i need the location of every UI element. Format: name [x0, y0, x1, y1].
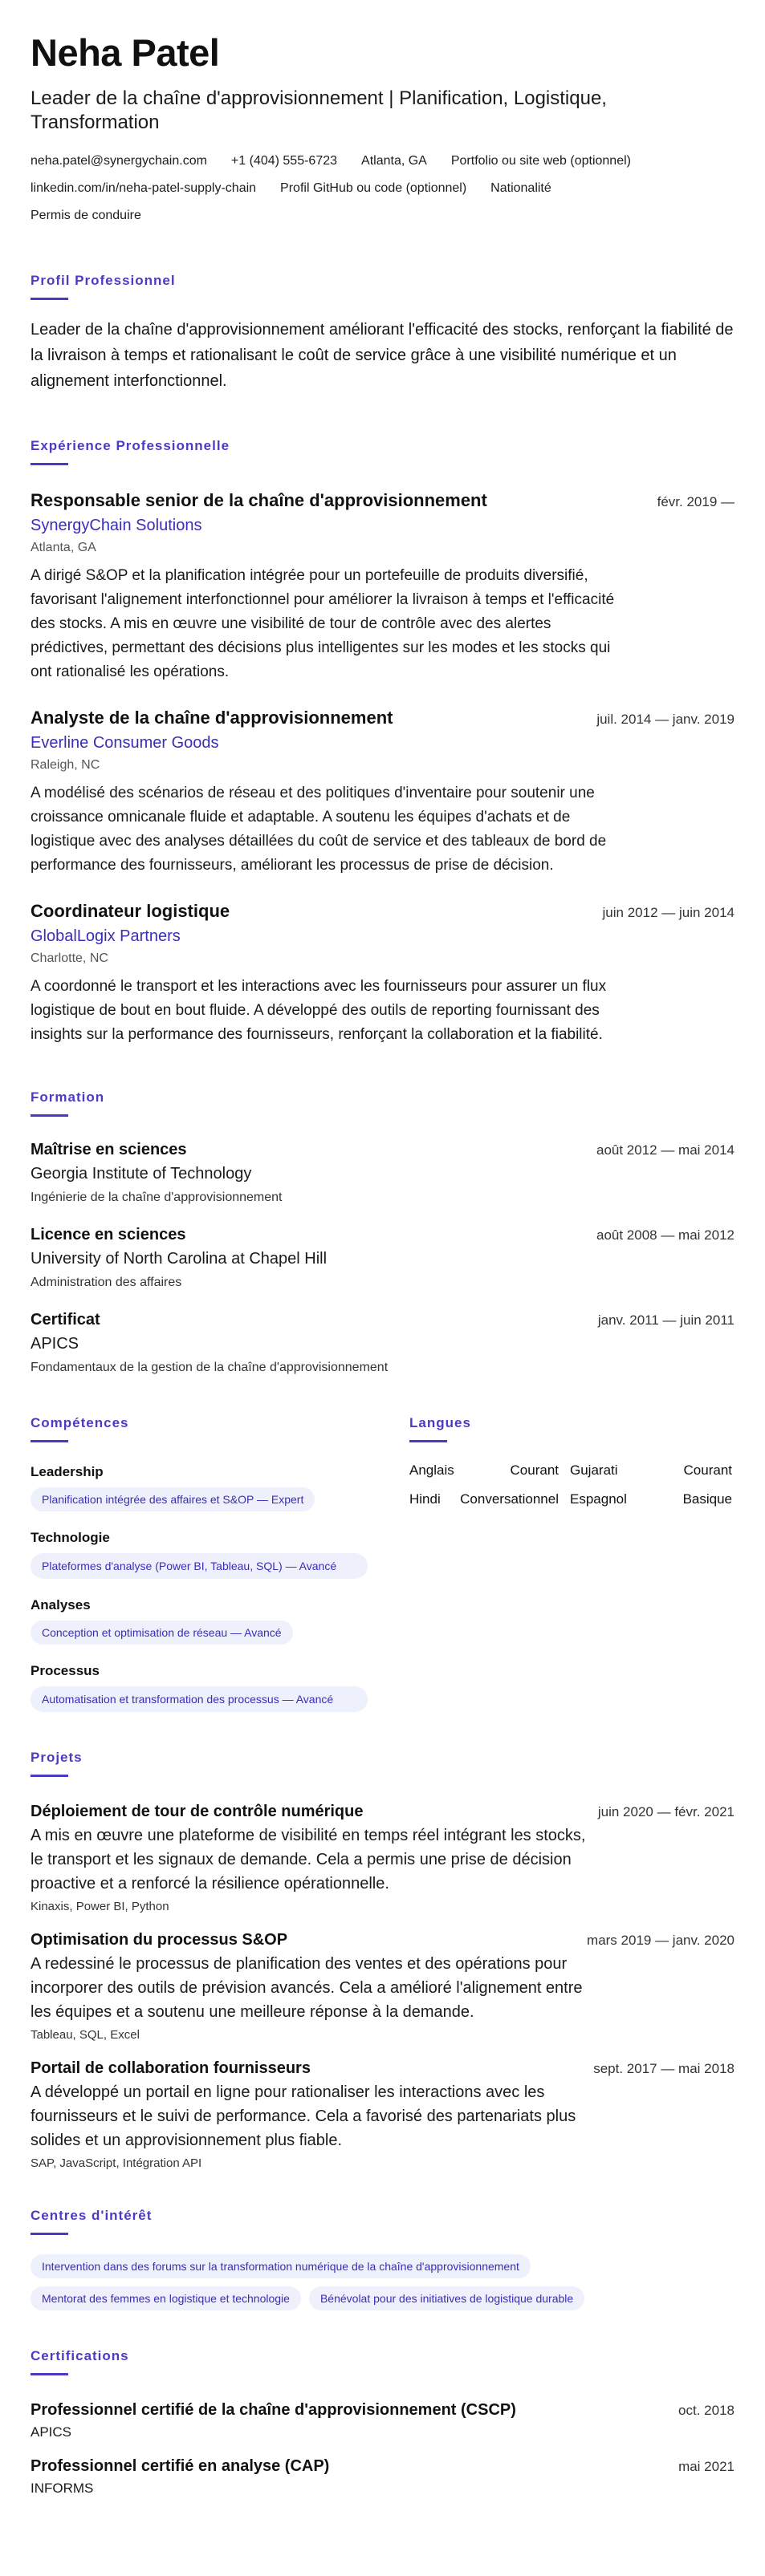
language-name: Hindi: [409, 1491, 441, 1507]
experience-entry: [31, 489, 734, 684]
project-tools: Kinaxis, Power BI, Python: [31, 1900, 169, 1913]
contact-row-2: [31, 180, 734, 197]
school-name: Georgia Institute of Technology: [31, 1165, 252, 1183]
project-tools: SAP, JavaScript, Intégration API: [31, 2156, 202, 2170]
job-dates: févr. 2019 —: [657, 494, 734, 509]
skill-group: [31, 1596, 373, 1645]
projects-section: [31, 1749, 734, 2172]
section-divider: [31, 2233, 68, 2235]
interest-chips-row: [31, 2254, 734, 2278]
nationality-text: Nationalité: [490, 181, 551, 195]
skill-chip: Automatisation et transformation des processus — Avancé: [31, 1686, 368, 1712]
interest-chip: Bénévolat pour des initiatives de logistique durable: [309, 2286, 584, 2310]
certification-entry: [31, 2400, 734, 2441]
skills-languages-section: [31, 1414, 734, 1712]
job-title: Analyste de la chaîne d'approvisionnement: [31, 708, 393, 728]
interests-section: [31, 2207, 734, 2310]
project-description: A développé un portail en ligne pour rationaliser les interactions avec les fournisseurs et le suivi de performance. Cela a favorisé des partenariats plus solides et un approvisionnement plus fiable.: [31, 2083, 576, 2149]
job-location: Atlanta, GA: [31, 541, 96, 554]
job-dates: juin 2012 — juin 2014: [602, 905, 734, 920]
project-name: Déploiement de tour de contrôle numérique: [31, 1803, 364, 1820]
skill-group-title: Technologie: [31, 1530, 110, 1545]
language-item: [409, 1462, 570, 1479]
degree-title: Maîtrise en sciences: [31, 1141, 187, 1158]
section-divider: [31, 1440, 68, 1442]
certification-issuer: APICS: [31, 2424, 72, 2440]
education-section-title: Formation: [31, 1089, 105, 1105]
company-name: SynergyChain Solutions: [31, 517, 202, 534]
company-name: Everline Consumer Goods: [31, 734, 219, 752]
interest-chip: Mentorat des femmes en logistique et technologie: [31, 2286, 301, 2310]
skill-group-title: Analyses: [31, 1597, 91, 1613]
candidate-headline: Leader de la chaîne d'approvisionnement | Planification, Logistique, Transformation: [31, 87, 607, 133]
certifications-section-title: Certifications: [31, 2348, 129, 2363]
skill-group: [31, 1662, 373, 1712]
job-dates: juil. 2014 — janv. 2019: [596, 712, 734, 727]
project-tools: Tableau, SQL, Excel: [31, 2028, 140, 2042]
skill-chip: Plateformes d'analyse (Power BI, Tableau, SQL) — Avancé: [31, 1553, 368, 1579]
skill-group: [31, 1463, 373, 1511]
certifications-section: [31, 2347, 734, 2497]
study-field: Administration des affaires: [31, 1276, 182, 1289]
project-name: Optimisation du processus S&OP: [31, 1931, 288, 1949]
project-name: Portail de collaboration fournisseurs: [31, 2059, 311, 2077]
skill-group: [31, 1529, 373, 1579]
profile-summary: Leader de la chaîne d'approvisionnement améliorant l'efficacité des stocks, renforçant la fiabilité de la livraison à temps et rationalisant le coût de service grâce à une visibilité numérique et un alignement interfonctionnel.: [31, 321, 734, 390]
skill-chip: Conception et optimisation de réseau — Avancé: [31, 1621, 293, 1645]
project-entry: [31, 1801, 734, 1915]
school-name: University of North Carolina at Chapel Hill: [31, 1250, 328, 1268]
school-name: APICS: [31, 1335, 79, 1353]
phone-link[interactable]: +1 (404) 555-6723: [230, 154, 338, 168]
degree-title: Licence en sciences: [31, 1226, 186, 1243]
certification-date: oct. 2018: [678, 2403, 734, 2418]
language-level: Conversationnel: [460, 1491, 559, 1507]
job-description: A coordonné le transport et les interactions avec les fournisseurs pour assurer un flux logistique de bout en bout fluide. A développé des outils de reporting fournissant des insights sur la performance des fournisseurs, renforçant la collaboration et la fiabilité.: [31, 978, 607, 1043]
section-divider: [31, 298, 68, 300]
section-divider: [31, 1775, 68, 1777]
certification-entry: [31, 2456, 734, 2497]
company-name: GlobalLogix Partners: [31, 927, 181, 945]
languages-section-title: Langues: [409, 1415, 471, 1430]
education-entry: [31, 1139, 734, 1207]
study-field: Fondamentaux de la gestion de la chaîne d'approvisionnement: [31, 1361, 389, 1374]
project-entry: [31, 1929, 734, 2043]
projects-section-title: Projets: [31, 1750, 83, 1765]
job-description: A dirigé S&OP et la planification intégrée pour un portefeuille de produits diversifié, favorisant l'alignement interfonctionnel pour améliorer la livraison à temps et l'efficacité des stocks. A mis en œuvre une visibilité de tour de contrôle avec des alertes prédictives, permettant des décisions plus intelligentes sur les modes et les stocks qui ont rationalisé les opérations.: [31, 567, 615, 680]
email-link[interactable]: neha.patel@synergychain.com: [31, 154, 207, 168]
language-name: Espagnol: [570, 1491, 627, 1507]
skills-column: [31, 1414, 373, 1712]
experience-section: [31, 437, 734, 1047]
study-field: Ingénierie de la chaîne d'approvisionnement: [31, 1191, 283, 1204]
skill-chip: Planification intégrée des affaires et S&OP — Expert: [31, 1487, 315, 1511]
interest-chips-row: [31, 2286, 734, 2310]
skill-group-title: Leadership: [31, 1464, 104, 1479]
education-entry: [31, 1224, 734, 1292]
experience-section-title: Expérience Professionnelle: [31, 438, 230, 453]
experience-entry: [31, 900, 734, 1047]
certification-date: mai 2021: [678, 2459, 734, 2474]
job-location: Charlotte, NC: [31, 951, 108, 965]
project-description: A mis en œuvre une plateforme de visibilité en temps réel intégrant les stocks, le transport et les signaux de demande. Cela a permis une prise de décision proactive et a renforcé la résilience opérationnelle.: [31, 1827, 586, 1892]
language-level: Courant: [683, 1462, 732, 1478]
github-link[interactable]: Profil GitHub ou code (optionnel): [280, 181, 467, 195]
contact-row-3: [31, 207, 734, 225]
certification-name: Professionnel certifié de la chaîne d'approvisionnement (CSCP): [31, 2401, 516, 2419]
project-description: A redessiné le processus de planification des ventes et des opérations pour incorporer des outils de prévision avancés. Cela a amélioré l'alignement entre les équipes et a soutenu une meilleure réponse à la demande.: [31, 1955, 583, 2021]
education-dates: août 2008 — mai 2012: [596, 1227, 734, 1243]
section-divider: [31, 2373, 68, 2375]
language-item: [409, 1491, 570, 1508]
linkedin-link[interactable]: linkedin.com/in/neha-patel-supply-chain: [31, 181, 257, 195]
experience-entry: [31, 707, 734, 878]
job-title: Coordinateur logistique: [31, 901, 230, 921]
location-text: Atlanta, GA: [361, 154, 427, 168]
education-entry: [31, 1309, 734, 1377]
language-item: [570, 1491, 732, 1508]
degree-title: Certificat: [31, 1311, 100, 1329]
profile-section: [31, 272, 734, 394]
resume-header: [31, 30, 734, 225]
section-divider: [31, 1114, 68, 1117]
language-level: Basique: [682, 1491, 732, 1507]
certification-issuer: INFORMS: [31, 2481, 94, 2496]
project-dates: mars 2019 — janv. 2020: [587, 1933, 734, 1948]
languages-column: [409, 1414, 732, 1712]
project-dates: sept. 2017 — mai 2018: [593, 2061, 734, 2076]
section-divider: [31, 463, 68, 465]
skill-group-title: Processus: [31, 1663, 100, 1678]
profile-section-title: Profil Professionnel: [31, 273, 176, 288]
driving-license-text: Permis de conduire: [31, 209, 141, 222]
certification-name: Professionnel certifié en analyse (CAP): [31, 2457, 330, 2475]
project-dates: juin 2020 — févr. 2021: [597, 1804, 734, 1819]
language-item: [570, 1462, 732, 1479]
skills-section-title: Compétences: [31, 1415, 129, 1430]
language-level: Courant: [510, 1462, 559, 1478]
education-dates: août 2012 — mai 2014: [596, 1142, 734, 1158]
portfolio-link[interactable]: Portfolio ou site web (optionnel): [450, 154, 631, 168]
section-divider: [409, 1440, 447, 1442]
language-name: Anglais: [409, 1462, 454, 1478]
language-name: Gujarati: [570, 1462, 618, 1478]
job-description: A modélisé des scénarios de réseau et des politiques d'inventaire pour soutenir une croissance omnicanale fluide et adaptable. A soutenu les équipes d'achats et de logistique avec des analyses détaillées du coût de service et des tableaux de bord de performance des fournisseurs, améliorant les processus de prise de décision.: [31, 785, 607, 874]
job-title: Responsable senior de la chaîne d'approvisionnement: [31, 490, 487, 510]
education-section: [31, 1089, 734, 1377]
education-dates: janv. 2011 — juin 2011: [597, 1312, 734, 1328]
candidate-name: Neha Patel: [31, 31, 220, 74]
interest-chip: Intervention dans des forums sur la transformation numérique de la chaîne d'approvisionnement: [31, 2254, 531, 2278]
job-location: Raleigh, NC: [31, 758, 100, 772]
contact-row-1: [31, 152, 734, 170]
interests-section-title: Centres d'intérêt: [31, 2208, 153, 2223]
project-entry: [31, 2058, 734, 2172]
languages-list: [409, 1462, 732, 1508]
